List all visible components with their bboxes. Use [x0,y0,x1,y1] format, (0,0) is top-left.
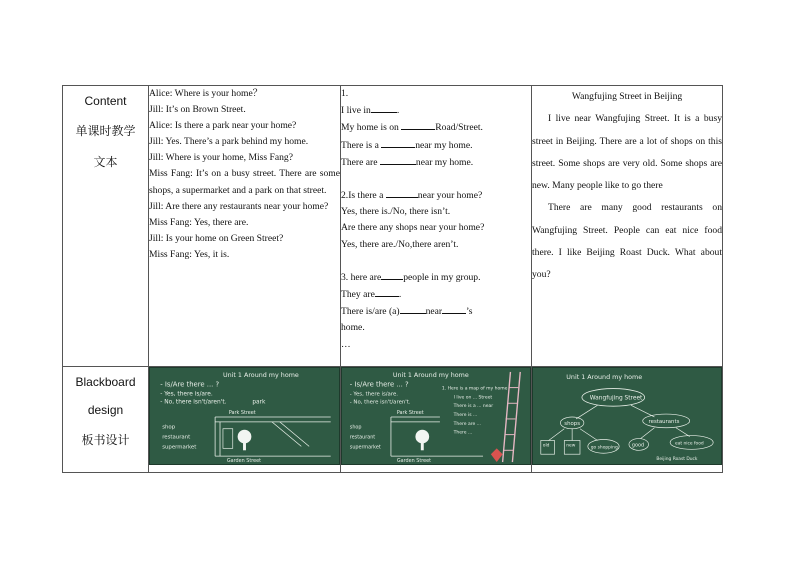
task2-line-a [341,187,531,204]
board-park-label: park [252,399,266,406]
mindmap-link [580,429,598,441]
dialogue-cell [149,86,341,367]
task-text: I live in [341,105,371,117]
dialogue-line: Alice: Where is your home？ [149,88,263,99]
task-text: They are [341,289,375,301]
heart-icon [491,448,503,462]
content-label-en: Content [84,94,127,108]
board-sentence: There ... [453,430,473,436]
task3-line-a [341,269,531,286]
dialogue-line: Miss Fang: Yes, it is. [149,248,230,260]
dialogue-line: Jill: Are there any restaurants near your home? [149,200,329,212]
street-line [280,422,309,446]
answer-blank [375,286,399,297]
board-sentence: I live on ... Street [453,395,493,401]
board-phrase: - Yes, there is/are. [160,391,213,398]
blackboard-label-cn: 板书设计 [81,433,130,447]
task3-line-b [341,286,531,303]
task-text: Road/Street. [435,122,483,134]
task3-line-c [341,303,531,320]
task1-line-b [341,119,531,136]
board-street-label: Garden Street [396,458,432,464]
answer-blank [371,102,397,113]
board-phrase: - No, there isn't/aren't. [160,399,227,406]
tree-sketch [421,442,424,450]
board-place-label: restaurant [162,434,191,441]
task2-line-d: Yes, there are./No,there aren’t. [341,238,459,250]
task2-line-b: Yes, there is./No, there isn’t. [341,206,451,218]
answer-blank [381,137,415,148]
board-sentence: There are ... [453,421,481,427]
tree-sketch [243,442,246,450]
blackboard-photo-cell-3 [532,367,723,473]
blackboard-photo-1 [149,367,340,465]
board-place-label: shop [349,424,362,431]
blackboard-row [63,367,723,473]
answer-blank [380,154,416,165]
tree-sketch [415,430,429,444]
task3-ellipsis: … [341,338,351,350]
content-label-cn-1: 单课时教学 [75,124,136,138]
blackboard-drawing-1 [150,368,339,464]
task1-line-c [341,137,531,154]
board-node-label: Beijing Roast Duck [656,457,698,463]
content-label-cn-2: 文本 [93,155,118,169]
mindmap-link [631,405,655,417]
task-text: near your home? [417,190,483,202]
task-text: near my home. [415,139,473,151]
dialogue-line: Jill: Where is your home, Miss Fang? [149,152,293,164]
building-sketch [223,429,233,449]
passage-title: Wangfujing Street in Beijing [571,91,683,102]
dialogue-line: Jill: Yes. There’s a park behind my home. [149,136,309,148]
board-place-label: shop [162,424,176,431]
board-node-label: new [566,443,576,449]
task-text: 2.Is there a [341,190,384,202]
tree-sketch [238,430,252,444]
board-center: Wangfujing Street [589,395,643,402]
mindmap-link [641,428,655,439]
blackboard-photo-cell-1 [149,367,341,473]
board-node-label: good [631,442,645,449]
task-text: There are [341,156,378,168]
board-sentence: 1. Here is a map of my home [441,386,508,392]
blackboard-label-cell [63,367,149,473]
task-text: My home is on [341,122,399,134]
task1-line-a [341,102,531,119]
mindmap-link [676,428,690,437]
board-phrase: - Is/Are there ... ? [160,380,220,389]
board-title: Unit 1 Around my home [392,371,469,379]
passage-paragraph-2: There are many good restaurants on Wangfujing Street. People can eat nice food there. I like Beijing Roast Duck. What about you? [532,202,722,281]
board-phrase: - No, there isn't/aren't. [349,399,411,406]
task-text: near [425,306,443,318]
blackboard-photo-2 [341,367,531,465]
tasks-cell [341,86,532,367]
dialogue-line: Miss Fang: Yes, there are. [149,216,249,228]
blackboard-photo-3 [532,367,722,465]
answer-blank [442,303,466,314]
blackboard-drawing-3 [533,368,721,464]
task2-line-c: Are there any shops near your home? [341,222,485,234]
mindmap-link [549,429,565,441]
task-text: There is/are (a) [341,306,400,318]
board-sentence: There is ... [453,413,478,418]
dialogue-line: Miss Fang: It’s on a busy street. There are some shops, a supermarket and a park on that street. [149,168,340,196]
task-text: people in my group. [403,271,481,283]
task-text: . [396,105,400,117]
task1-number: 1. [341,88,349,99]
board-sentence: There is a ... near [453,404,494,410]
board-phrase: - Is/Are there ... ? [349,380,409,389]
passage-cell [532,86,723,367]
board-place-label: restaurant [349,434,376,441]
board-title: Unit 1 Around my home [222,371,299,379]
task-text: 3. here are [341,271,382,283]
board-node-label: restaurants [648,418,680,425]
board-node-label: eat nice food [675,441,704,447]
board-street-label: Garden Street [226,458,262,464]
content-row [63,86,723,367]
answer-blank [401,119,435,130]
dialogue-line: Jill: Is your home on Green Street? [149,232,284,244]
content-label-cell [63,86,149,367]
passage-paragraph-1: I live near Wangfujing Street. It is a busy street in Beijing. There are a lot of shops on this street. Some shops are very old. Some shops are new. Many people like to go there [532,113,722,192]
blackboard-drawing-2 [342,368,530,464]
answer-blank [400,303,426,314]
blackboard-label-en-2: design [87,403,124,417]
ladder-sketch [512,372,520,462]
lesson-table [62,85,723,473]
task1-line-d [341,154,531,171]
task3-line-d: home. [341,322,365,334]
board-place-label: supermarket [349,444,381,451]
blackboard-label-en-1: Blackboard [75,375,136,389]
board-node-label: go shopping [590,445,618,451]
task-text: ’s [466,306,473,318]
board-street-label: Park Street [396,410,424,417]
board-place-label: supermarket [162,444,197,451]
dialogue-line: Alice: Is there a park near your home? [149,120,297,132]
blackboard-photo-cell-2 [341,367,532,473]
board-title: Unit 1 Around my home [566,373,643,381]
task-text: . [398,289,402,301]
dialogue-line: Jill: It’s on Brown Street. [149,104,246,116]
board-node-label: old [542,443,550,449]
street-line [272,422,301,446]
ladder-sketch [503,372,511,462]
task-text: near my home. [415,156,474,168]
board-phrase: - Yes, there is/are. [349,391,398,398]
board-node-label: shops [564,420,581,427]
task-text: There is a [341,139,379,151]
answer-blank [381,269,403,280]
board-street-label: Park Street [228,410,256,417]
answer-blank [386,187,418,198]
mindmap-link [576,405,598,419]
